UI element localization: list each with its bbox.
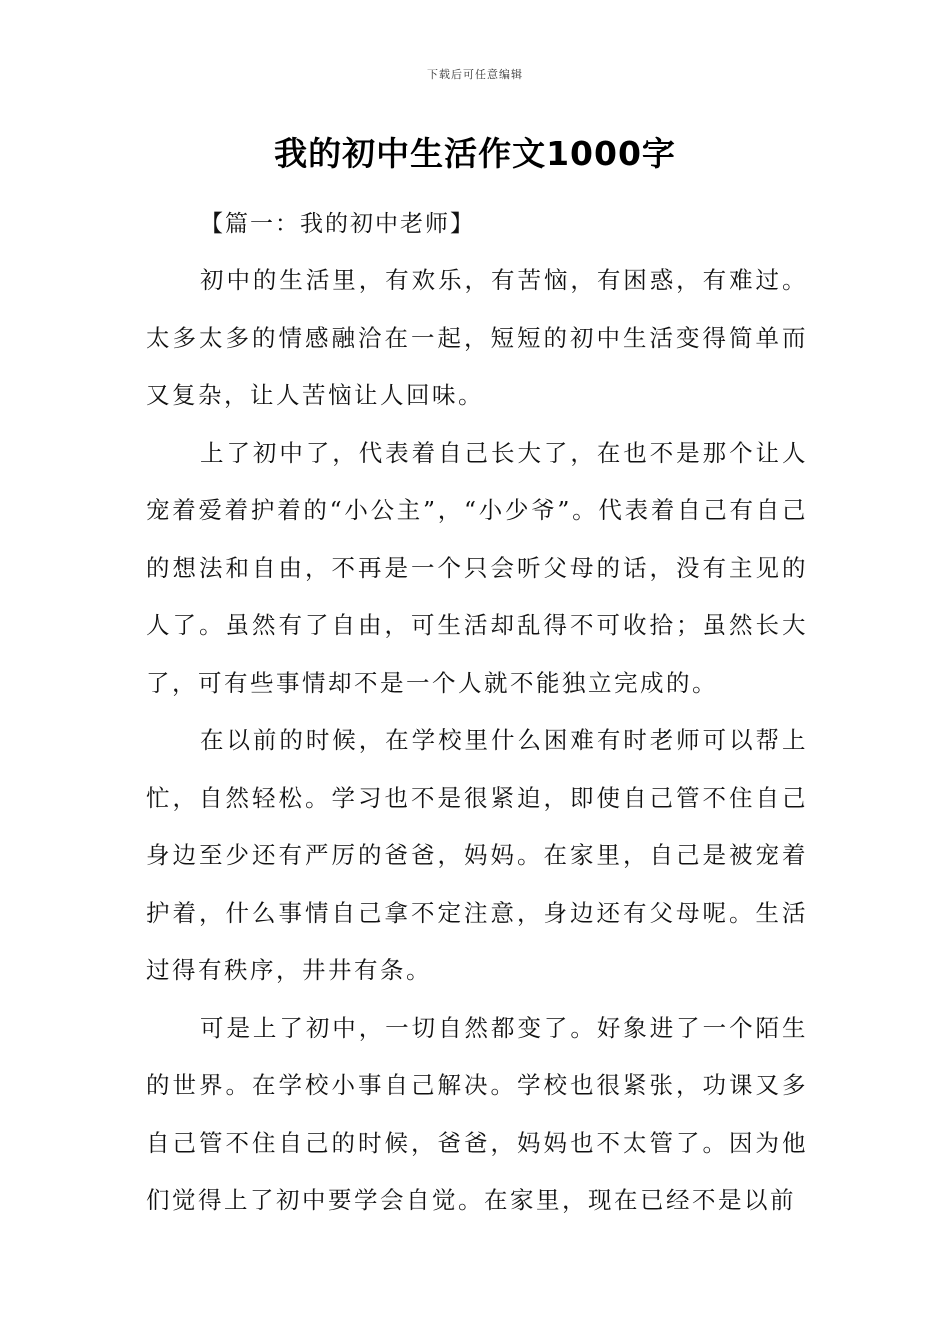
header-note: 下载后可任意编辑 <box>427 68 523 81</box>
section-heading: 【篇一：我的初中老师】 <box>200 211 475 237</box>
paragraph: 初中的生活里，有欢乐，有苦恼，有困惑，有难过。太多太多的情感融洽在一起，短短的初中生活变得简单而又复杂，让人苦恼让人回味。 <box>146 266 808 409</box>
paragraph: 在以前的时候，在学校里什么困难有时老师可以帮上忙，自然轻松。学习也不是很紧迫，即使自己管不住自己身边至少还有严厉的爸爸，妈妈。在家里，自己是被宠着护着，什么事情自己拿不定注意，身边还有父母呢。生活过得有秩序，井井有条。 <box>146 726 808 984</box>
body-text <box>146 252 808 1230</box>
paragraph: 可是上了初中，一切自然都变了。好象进了一个陌生的世界。在学校小事自己解决。学校也很紧张，功课又多自己管不住自己的时候，爸爸，妈妈也不太管了。因为他们觉得上了初中要学会自觉。在家里，现在已经不是以前 <box>146 1013 808 1214</box>
document-title: 我的初中生活作文1000字 <box>274 134 676 173</box>
paragraph: 上了初中了，代表着自己长大了，在也不是那个让人宠着爱着护着的“小公主”，“小少爷”。代表着自己有自己的想法和自由，不再是一个只会听父母的话，没有主见的人了。虽然有了自由，可生活却乱得不可收拾；虽然长大了，可有些事情却不是一个人就不能独立完成的。 <box>146 438 808 697</box>
